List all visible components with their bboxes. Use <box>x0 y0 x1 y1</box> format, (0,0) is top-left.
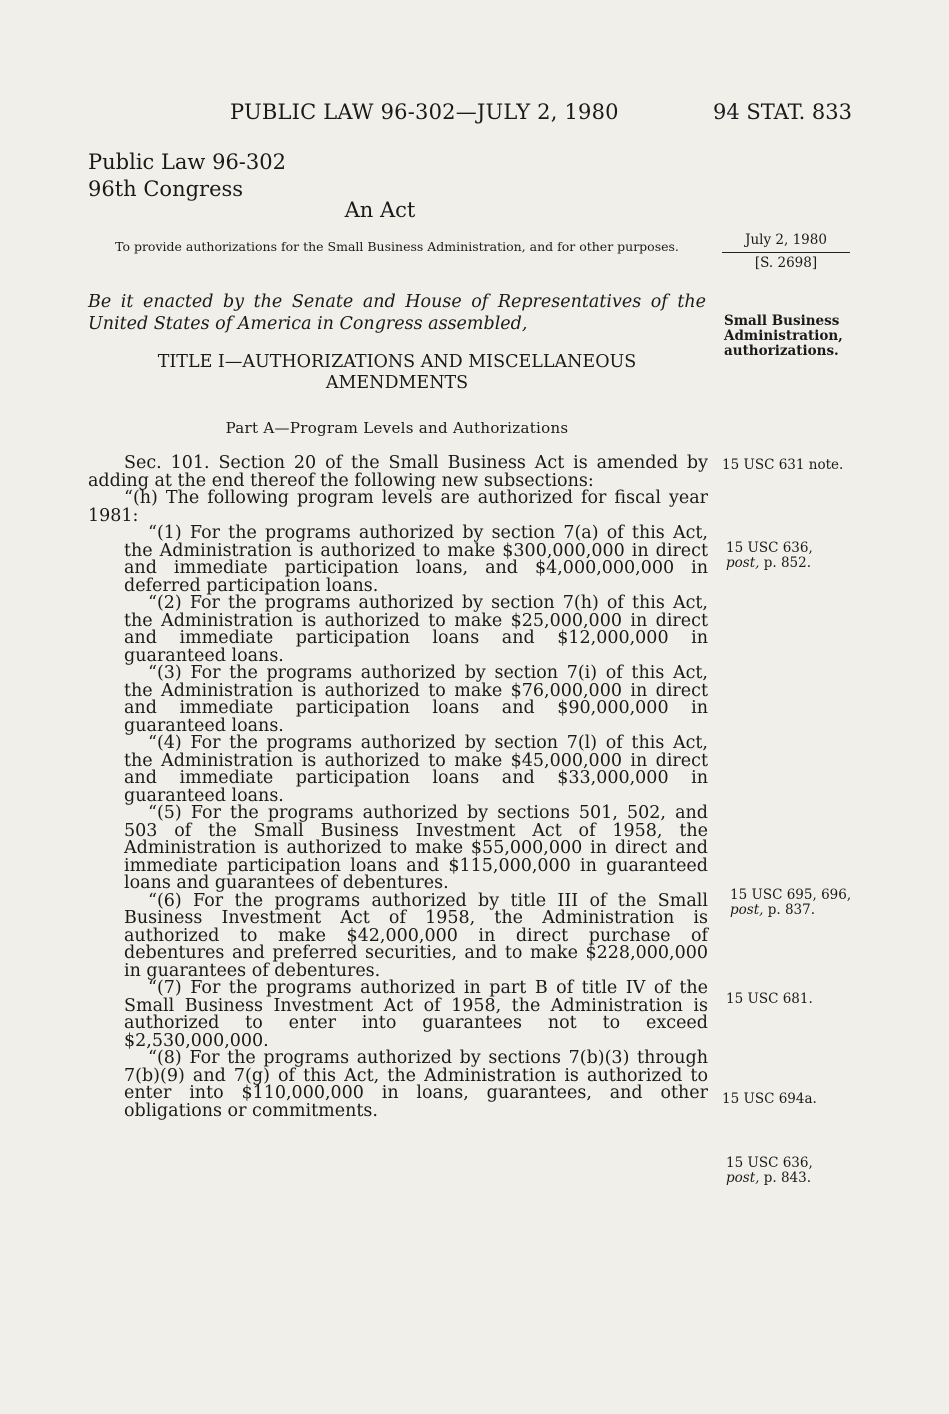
margin-note-usc-636-b <box>726 1156 813 1186</box>
subsection-h-intro: “(h) The following program levels are authorized for fiscal year 1981: <box>88 488 708 526</box>
margin-note-page: p. 843. <box>763 1170 812 1186</box>
enacting-clause: Be it enacted by the Senate and House of Representatives of the United States of America in Congress assembled, <box>88 292 706 334</box>
margin-note-usc-681: 15 USC 681. <box>726 991 813 1007</box>
paragraph-5: “(5) For the programs authorized by sections 501, 502, and 503 of the Small Business Investment Act of 1958, the Administration is authorized to make $55,000,000 in direct and immediate participation loans and $115,000,000 in guaranteed loans and guarantees of debentures. <box>124 803 708 893</box>
statute-page-number: 94 STAT. 833 <box>713 100 853 124</box>
margin-bill-number: [S. 2698] <box>754 255 818 271</box>
public-law-number: Public Law 96-302 <box>88 150 286 174</box>
margin-note-post <box>730 903 851 918</box>
margin-note-usc-694a: 15 USC 694a. <box>722 1091 817 1107</box>
margin-note-post-word: post, <box>730 902 764 918</box>
act-heading: An Act <box>344 198 416 222</box>
paragraph-8: “(8) For the programs authorized by sections 7(b)(3) through 7(b)(9) and 7(g) of this Act, the Administration is authorized to enter into $110,000,000 in loans, guarantees, and other obligations or commitments. <box>124 1048 708 1121</box>
margin-note-cite: 15 USC 636, <box>726 540 813 556</box>
act-purpose: To provide authorizations for the Small Business Administration, and for other purposes. <box>115 239 679 254</box>
section-body <box>88 455 708 1120</box>
title-heading: TITLE I—AUTHORIZATIONS AND MISCELLANEOUS AMENDMENTS <box>157 352 637 393</box>
paragraph-7: “(7) For the programs authorized in part B of title IV of the Small Business Investment Act of 1958, the Administration is authorized to enter into guarantees not to exceed $2,530,000,000. <box>124 978 708 1051</box>
margin-note-post-word: post, <box>726 555 760 571</box>
margin-note-post-word: post, <box>726 1170 760 1186</box>
running-header: PUBLIC LAW 96-302—JULY 2, 1980 <box>230 100 619 124</box>
paragraph-1: “(1) For the programs authorized by section 7(a) of this Act, the Administration is authorized to make $300,000,000 in direct and immediate participation loans, and $4,000,000,000 in deferred participation loans. <box>124 523 708 596</box>
margin-note-usc-695 <box>730 888 851 918</box>
margin-note-usc-631: 15 USC 631 note. <box>722 457 844 473</box>
paragraph-6: “(6) For the programs authorized by title III of the Small Business Investment Act of 1958, the Administration is authorized to make $42,000,000 in direct purchase of debentures and preferred securities, and to make $228,000,000 in guarantees of debentures. <box>124 890 708 981</box>
margin-note-cite: 15 USC 695, 696, <box>730 887 852 903</box>
paragraph-3: “(3) For the programs authorized by section 7(i) of this Act, the Administration is authorized to make $76,000,000 in direct and immediate participation loans and $90,000,000 in guaranteed loans. <box>124 663 708 736</box>
margin-note-usc-636-a <box>726 541 813 571</box>
margin-sba-note: Small Business Administration, authorizations. <box>724 313 843 359</box>
margin-note-page: p. 837. <box>767 902 816 918</box>
margin-note-post <box>726 1171 813 1186</box>
margin-date-note <box>722 233 850 271</box>
section-101-text: Sec. 101. Section 20 of the Small Business Act is amended by adding at the end thereof the following new subsections: <box>88 453 708 491</box>
margin-note-cite: 15 USC 636, <box>726 1155 813 1171</box>
paragraph-2: “(2) For the programs authorized by section 7(h) of this Act, the Administration is authorized to make $25,000,000 in direct and immediate participation loans and $12,000,000 in guaranteed loans. <box>124 593 708 666</box>
margin-note-post <box>726 556 813 571</box>
margin-date-rule <box>722 252 850 253</box>
margin-note-page: p. 852. <box>763 555 812 571</box>
paragraph-4: “(4) For the programs authorized by section 7(l) of this Act, the Administration is authorized to make $45,000,000 in direct and immediate participation loans and $33,000,000 in guaranteed loans. <box>124 733 708 806</box>
margin-date: July 2, 1980 <box>745 232 827 248</box>
congress-number: 96th Congress <box>88 177 244 201</box>
part-heading: Part A—Program Levels and Authorizations <box>225 419 569 437</box>
